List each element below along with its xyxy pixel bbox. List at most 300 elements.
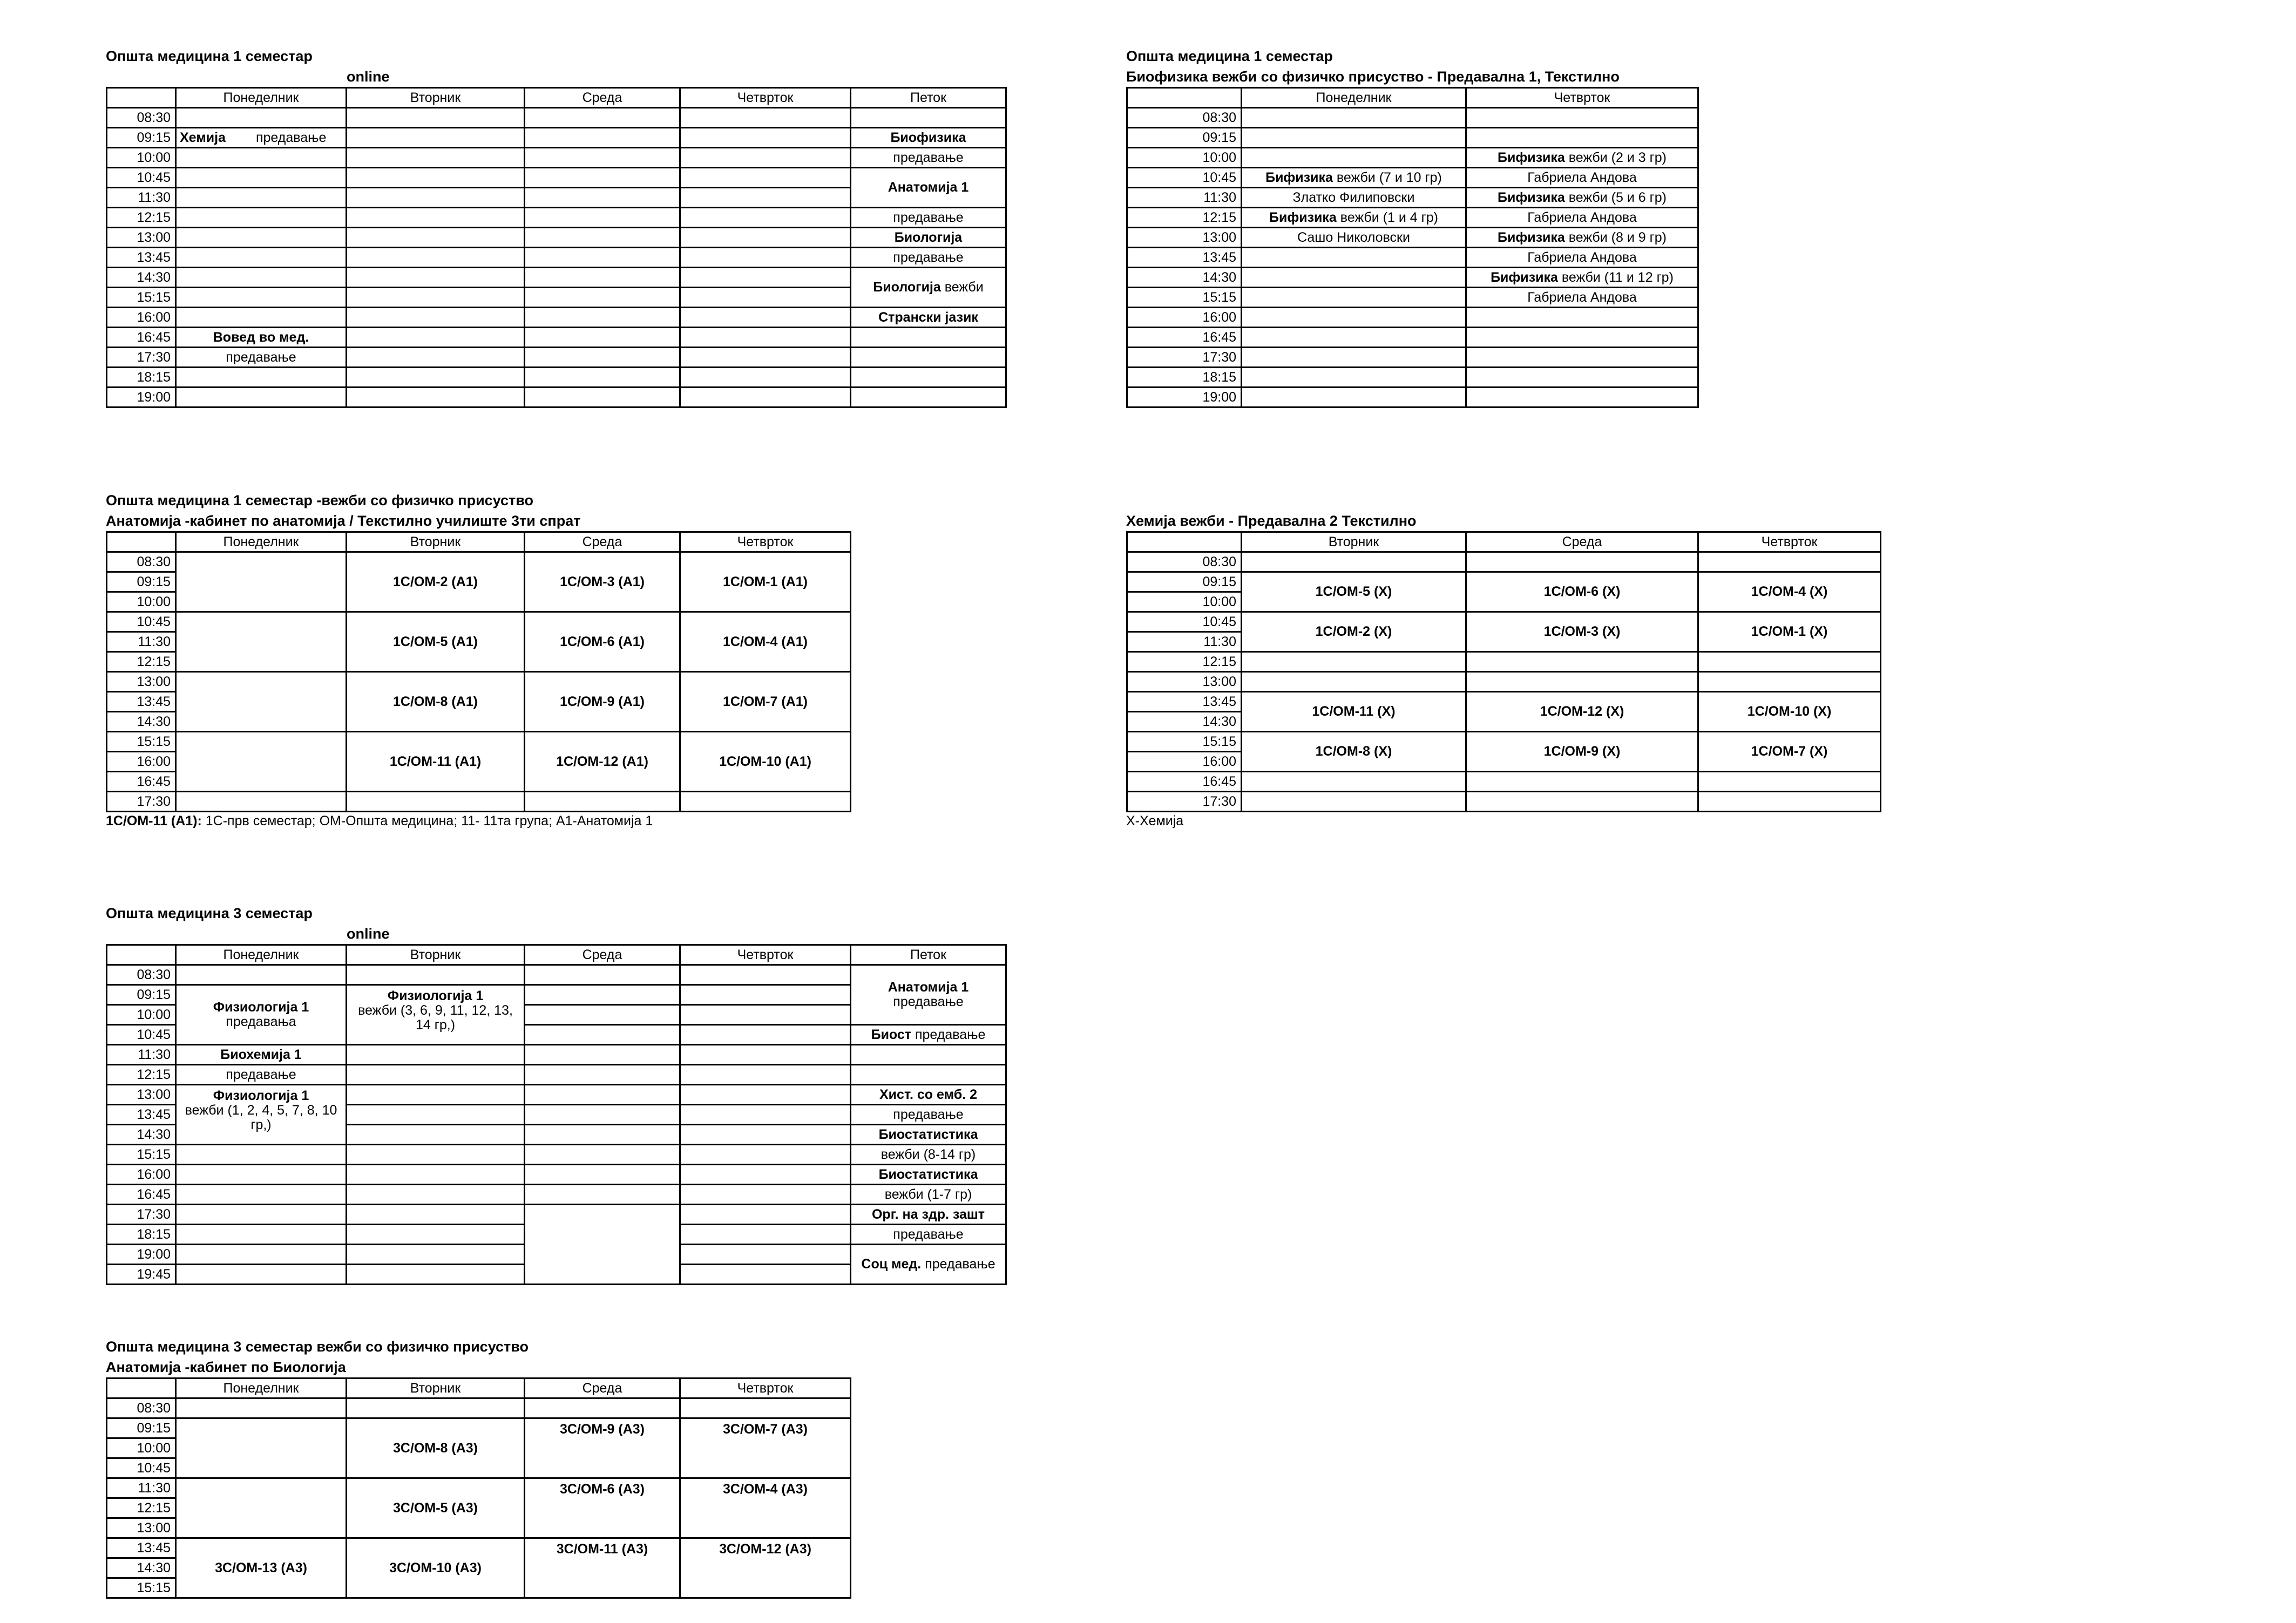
slot-cell (1466, 388, 1698, 408)
group-cell (1242, 732, 1466, 772)
slot-cell (680, 188, 851, 208)
group-cell (525, 1478, 680, 1538)
slot-cell (680, 1005, 851, 1025)
header-cell: Вторник (347, 1378, 525, 1398)
group-label: 3С/ОМ-5 (А3) (393, 1500, 478, 1516)
time-cell: 08:30 (107, 1398, 176, 1418)
group-cell (1466, 732, 1698, 772)
group-cell (1242, 572, 1466, 612)
group-cell (1698, 572, 1881, 612)
header-cell (1127, 532, 1242, 552)
header-cell: Понеделник (176, 88, 347, 108)
time-cell: 13:45 (1127, 248, 1242, 268)
class-cell (1466, 208, 1698, 228)
class-cell (851, 1245, 1006, 1285)
slot-cell (347, 1125, 525, 1145)
time-cell: 17:30 (107, 1205, 176, 1225)
slot-cell (1698, 652, 1881, 672)
slot-cell (525, 288, 680, 308)
slot-cell (680, 985, 851, 1005)
group-cell (347, 732, 525, 792)
class-name: Физиологија 1 (213, 1088, 309, 1103)
class-note: предавање (911, 1027, 986, 1042)
group-cell (347, 672, 525, 732)
time-cell: 14:30 (107, 1125, 176, 1145)
slot-cell (851, 348, 1006, 368)
teacher-name: Габриела Андова (1527, 249, 1637, 265)
time-cell: 10:00 (107, 1438, 176, 1458)
section-subtitle: Биофизика вежби со физичко присуство - Предавална 1, Текстилно (1126, 69, 1620, 85)
slot-cell (347, 168, 525, 188)
group-cell (680, 612, 851, 672)
class-cell (851, 1085, 1006, 1105)
header-cell (1127, 88, 1242, 108)
slot-cell (1698, 552, 1881, 572)
time-cell: 16:45 (107, 1185, 176, 1205)
slot-cell (851, 1065, 1006, 1085)
class-cell (851, 1125, 1006, 1145)
class-name: Хист. со емб. 2 (879, 1086, 977, 1102)
time-cell: 18:15 (107, 368, 176, 388)
header-cell: Вторник (347, 945, 525, 965)
group-label: 3С/ОМ-10 (А3) (389, 1560, 482, 1576)
slot-cell (851, 108, 1006, 128)
time-cell: 11:30 (107, 188, 176, 208)
slot-cell (176, 1478, 347, 1538)
time-cell: 09:15 (107, 1418, 176, 1438)
class-cell (1242, 168, 1466, 188)
slot-cell (680, 1125, 851, 1145)
slot-cell (1466, 792, 1698, 812)
class-name: Хемија (180, 130, 226, 145)
class-name: Вовед во мед. (213, 329, 309, 345)
slot-cell (680, 1245, 851, 1265)
class-cell (176, 328, 347, 348)
teacher-name: Габриела Андова (1527, 209, 1637, 225)
header-cell: Понеделник (1242, 88, 1466, 108)
slot-cell (851, 1045, 1006, 1065)
slot-cell (680, 108, 851, 128)
time-cell: 17:30 (107, 348, 176, 368)
slot-cell (680, 308, 851, 328)
schedule-table (106, 1377, 851, 1599)
group-label: 1С/ОМ-6 (Х) (1543, 584, 1621, 599)
slot-cell (525, 1165, 680, 1185)
group-cell (347, 612, 525, 672)
class-cell (1466, 228, 1698, 248)
header-cell: Четврток (680, 532, 851, 552)
slot-cell (680, 148, 851, 168)
slot-cell (176, 732, 347, 792)
section-title: Општа медицина 3 семестар (106, 905, 313, 921)
class-note: предавање (893, 150, 964, 165)
time-cell: 16:45 (1127, 772, 1242, 792)
s1-online-section (106, 46, 1007, 408)
time-cell: 13:00 (1127, 672, 1242, 692)
slot-cell (525, 1125, 680, 1145)
class-cell (851, 128, 1006, 148)
slot-cell (680, 388, 851, 408)
slot-cell (176, 188, 347, 208)
class-note: вежби (8 и 9 гр) (1564, 229, 1667, 245)
class-name: Физиологија 1 (213, 1000, 309, 1015)
slot-cell (347, 1085, 525, 1105)
class-cell (1466, 248, 1698, 268)
time-cell: 13:00 (107, 1518, 176, 1538)
schedule-table (106, 531, 851, 812)
class-cell (1242, 188, 1466, 208)
slot-cell (347, 228, 525, 248)
time-cell: 14:30 (107, 712, 176, 732)
class-cell (851, 1185, 1006, 1205)
schedule-table (106, 944, 1007, 1285)
slot-cell (680, 248, 851, 268)
time-cell: 10:45 (1127, 612, 1242, 632)
group-cell (680, 1538, 851, 1598)
group-label: 1С/ОМ-1 (А1) (723, 574, 808, 589)
class-note: предавање (893, 249, 964, 265)
group-label: 1С/ОМ-4 (А1) (723, 634, 808, 649)
group-label: 3С/ОМ-11 (А3) (556, 1541, 648, 1557)
slot-cell (347, 1205, 525, 1225)
time-cell: 11:30 (107, 1478, 176, 1498)
slot-cell (176, 552, 347, 612)
slot-cell (176, 208, 347, 228)
slot-cell (851, 368, 1006, 388)
slot-cell (176, 612, 347, 672)
time-cell: 13:00 (107, 1085, 176, 1105)
group-cell (1242, 612, 1466, 652)
class-name: Физиологија 1 (387, 988, 484, 1003)
slot-cell (176, 168, 347, 188)
group-cell (680, 672, 851, 732)
group-cell (525, 612, 680, 672)
slot-cell (525, 1185, 680, 1205)
slot-cell (1242, 672, 1466, 692)
time-cell: 12:15 (107, 208, 176, 228)
slot-cell (176, 965, 347, 985)
slot-cell (347, 328, 525, 348)
slot-cell (525, 1045, 680, 1065)
group-label: 1С/ОМ-11 (А1) (389, 753, 482, 769)
class-note: вежби (3, 6, 9, 11, 12, 13, 14 гр,) (358, 1003, 513, 1033)
slot-cell (1242, 772, 1466, 792)
header-cell: Понеделник (176, 1378, 347, 1398)
slot-cell (680, 1205, 851, 1225)
header-cell: Петок (851, 945, 1006, 965)
slot-cell (347, 388, 525, 408)
group-label: 1С/ОМ-2 (А1) (393, 574, 478, 589)
time-cell: 11:30 (1127, 632, 1242, 652)
group-cell (347, 1538, 525, 1598)
s1-biophysics-section (1126, 46, 1699, 408)
group-label: 3С/ОМ-13 (А3) (215, 1560, 307, 1576)
slot-cell (176, 308, 347, 328)
group-cell (525, 552, 680, 612)
class-cell (851, 228, 1006, 248)
slot-cell (347, 1265, 525, 1285)
group-cell (525, 672, 680, 732)
s1-chemistry-section (1126, 511, 1881, 829)
time-cell: 14:30 (107, 268, 176, 288)
class-name: Бифизика (1498, 150, 1565, 165)
class-note: вежби (8-14 гр) (881, 1146, 976, 1162)
slot-cell (525, 268, 680, 288)
s3-biology-section (106, 1336, 851, 1599)
slot-cell (680, 1025, 851, 1045)
section-title: Општа медицина 3 семестар вежби со физичко присуство (106, 1339, 529, 1355)
group-label: 3С/ОМ-7 (А3) (723, 1422, 808, 1437)
slot-cell (176, 288, 347, 308)
time-cell: 15:15 (107, 1145, 176, 1165)
header-cell: Четврток (1466, 88, 1698, 108)
group-label: 3С/ОМ-6 (А3) (560, 1482, 645, 1497)
group-label: 1С/ОМ-4 (Х) (1751, 584, 1828, 599)
class-note: предавање (893, 1226, 964, 1242)
time-cell: 13:45 (107, 1105, 176, 1125)
class-cell (176, 348, 347, 368)
header-cell: Понеделник (176, 532, 347, 552)
time-cell: 14:30 (1127, 712, 1242, 732)
slot-cell (347, 1045, 525, 1065)
class-note: предавање (226, 1067, 296, 1082)
slot-cell (347, 792, 525, 812)
slot-cell (176, 1418, 347, 1478)
time-cell: 19:00 (107, 388, 176, 408)
time-cell: 10:00 (1127, 148, 1242, 168)
class-name: Бифизика (1498, 189, 1565, 205)
slot-cell (1242, 388, 1466, 408)
slot-cell (176, 1185, 347, 1205)
group-label: 3С/ОМ-8 (А3) (393, 1440, 478, 1456)
slot-cell (176, 1398, 347, 1418)
group-cell (1466, 692, 1698, 732)
time-cell: 08:30 (107, 965, 176, 985)
group-cell (525, 1418, 680, 1478)
time-cell: 19:45 (107, 1265, 176, 1285)
class-note: предавање (921, 1257, 995, 1272)
time-cell: 10:45 (107, 1458, 176, 1478)
s1-anatomy-section (106, 490, 851, 829)
header-cell: Четврток (680, 88, 851, 108)
section-subtitle: Анатомија -кабинет по анатомија / Текстилно училиште 3ти спрат (106, 513, 581, 529)
time-cell: 16:00 (1127, 752, 1242, 772)
group-label: 1С/ОМ-8 (А1) (393, 694, 478, 709)
slot-cell (176, 388, 347, 408)
group-label: 1С/ОМ-7 (А1) (723, 694, 808, 709)
slot-cell (680, 228, 851, 248)
group-label: 1С/ОМ-5 (А1) (393, 634, 478, 649)
slot-cell (525, 148, 680, 168)
time-cell: 12:15 (1127, 652, 1242, 672)
header-cell: Среда (525, 532, 680, 552)
slot-cell (347, 1105, 525, 1125)
slot-cell (851, 328, 1006, 348)
group-label: 1С/ОМ-11 (Х) (1312, 704, 1396, 719)
section-title: Општа медицина 1 семестар (1126, 48, 1333, 64)
slot-cell (1242, 328, 1466, 348)
header-cell (107, 88, 176, 108)
slot-cell (1466, 108, 1698, 128)
slot-cell (680, 1398, 851, 1418)
header-cell: Среда (1466, 532, 1698, 552)
slot-cell (680, 288, 851, 308)
time-cell: 13:00 (1127, 228, 1242, 248)
teacher-name: Сашо Николовски (1297, 229, 1410, 245)
time-cell: 09:15 (107, 128, 176, 148)
group-label: 1С/ОМ-9 (Х) (1543, 744, 1621, 759)
slot-cell (680, 1145, 851, 1165)
slot-cell (176, 368, 347, 388)
group-label: 1С/ОМ-5 (Х) (1315, 584, 1392, 599)
class-name: Анатомија 1 (888, 180, 969, 195)
class-name: Бифизика (1491, 269, 1558, 285)
legend-code: 1С/ОМ-11 (А1): (106, 813, 202, 829)
slot-cell (525, 228, 680, 248)
class-name: Бифизика (1269, 209, 1337, 225)
class-cell (851, 1025, 1006, 1045)
slot-cell (680, 965, 851, 985)
time-cell: 17:30 (1127, 792, 1242, 812)
group-label: 1С/ОМ-7 (Х) (1751, 744, 1828, 759)
slot-cell (176, 792, 347, 812)
header-cell: Четврток (680, 1378, 851, 1398)
group-label: 3С/ОМ-9 (А3) (560, 1422, 645, 1437)
class-note: вежби (940, 280, 984, 295)
slot-cell (347, 1065, 525, 1085)
time-cell: 13:45 (107, 692, 176, 712)
slot-cell (347, 308, 525, 328)
time-cell: 13:45 (1127, 692, 1242, 712)
class-cell (851, 1225, 1006, 1245)
slot-cell (176, 1245, 347, 1265)
slot-cell (176, 228, 347, 248)
slot-cell (347, 1185, 525, 1205)
slot-cell (525, 168, 680, 188)
group-cell (525, 1538, 680, 1598)
group-cell (1698, 692, 1881, 732)
slot-cell (347, 1165, 525, 1185)
teacher-name: Златко Филиповски (1292, 189, 1415, 205)
slot-cell (525, 1205, 680, 1285)
class-cell (851, 1165, 1006, 1185)
time-cell: 15:15 (107, 1578, 176, 1598)
slot-cell (680, 208, 851, 228)
slot-cell (347, 348, 525, 368)
slot-cell (680, 328, 851, 348)
class-name: Соц мед. (861, 1257, 922, 1272)
time-cell: 11:30 (107, 632, 176, 652)
class-name: Странски јазик (878, 309, 978, 325)
time-cell: 09:15 (107, 985, 176, 1005)
slot-cell (347, 148, 525, 168)
class-cell (176, 1085, 347, 1145)
section-subtitle: online (347, 69, 390, 85)
slot-cell (525, 985, 680, 1005)
header-cell: Вторник (347, 532, 525, 552)
time-cell: 13:45 (107, 248, 176, 268)
time-cell: 12:15 (107, 652, 176, 672)
slot-cell (525, 1105, 680, 1125)
time-cell: 12:15 (1127, 208, 1242, 228)
time-cell: 13:45 (107, 1538, 176, 1558)
time-cell: 10:00 (1127, 592, 1242, 612)
slot-cell (347, 1225, 525, 1245)
group-label: 3С/ОМ-12 (А3) (719, 1541, 811, 1557)
time-cell: 16:45 (107, 328, 176, 348)
slot-cell (176, 108, 347, 128)
slot-cell (347, 208, 525, 228)
class-cell (347, 985, 525, 1045)
group-cell (680, 552, 851, 612)
class-name: Биологија (894, 229, 963, 245)
group-cell (1698, 732, 1881, 772)
slot-cell (347, 1398, 525, 1418)
class-name: Биологија (873, 280, 941, 295)
group-cell (1698, 612, 1881, 652)
time-cell: 19:00 (1127, 388, 1242, 408)
s3-online-section (106, 903, 1007, 1285)
time-cell: 09:15 (107, 572, 176, 592)
class-note: вежби (2 и 3 гр) (1564, 150, 1667, 165)
slot-cell (680, 1185, 851, 1205)
slot-cell (525, 128, 680, 148)
class-cell (1466, 148, 1698, 168)
slot-cell (347, 368, 525, 388)
slot-cell (176, 1145, 347, 1165)
slot-cell (525, 1025, 680, 1045)
group-cell (1466, 572, 1698, 612)
class-name: Биостатистика (878, 1126, 978, 1142)
class-cell (851, 1145, 1006, 1165)
slot-cell (525, 1145, 680, 1165)
slot-cell (680, 1085, 851, 1105)
time-cell: 16:45 (107, 772, 176, 792)
slot-cell (680, 128, 851, 148)
time-cell: 15:15 (107, 732, 176, 752)
slot-cell (525, 965, 680, 985)
slot-cell (1466, 552, 1698, 572)
slot-cell (1466, 128, 1698, 148)
slot-cell (176, 1165, 347, 1185)
time-cell: 09:15 (1127, 572, 1242, 592)
time-cell: 10:00 (107, 1005, 176, 1025)
group-cell (1466, 612, 1698, 652)
class-note: предавање (893, 994, 964, 1009)
section-subtitle: online (347, 926, 390, 942)
slot-cell (176, 1265, 347, 1285)
slot-cell (525, 368, 680, 388)
group-label: 1С/ОМ-1 (Х) (1751, 624, 1828, 639)
slot-cell (1466, 348, 1698, 368)
slot-cell (680, 1045, 851, 1065)
group-label: 1С/ОМ-6 (А1) (560, 634, 645, 649)
slot-cell (525, 1005, 680, 1025)
header-cell: Петок (851, 88, 1006, 108)
section-title: Хемија вежби - Предавална 2 Текстилно (1126, 513, 1417, 529)
class-cell (851, 248, 1006, 268)
class-cell (176, 128, 347, 148)
slot-cell (176, 1205, 347, 1225)
schedule-table (106, 87, 1007, 408)
time-cell: 15:15 (107, 288, 176, 308)
slot-cell (1698, 792, 1881, 812)
time-cell: 13:00 (107, 672, 176, 692)
slot-cell (176, 148, 347, 168)
slot-cell (1242, 368, 1466, 388)
time-cell: 09:15 (1127, 128, 1242, 148)
group-label: 1С/ОМ-9 (А1) (560, 694, 645, 709)
